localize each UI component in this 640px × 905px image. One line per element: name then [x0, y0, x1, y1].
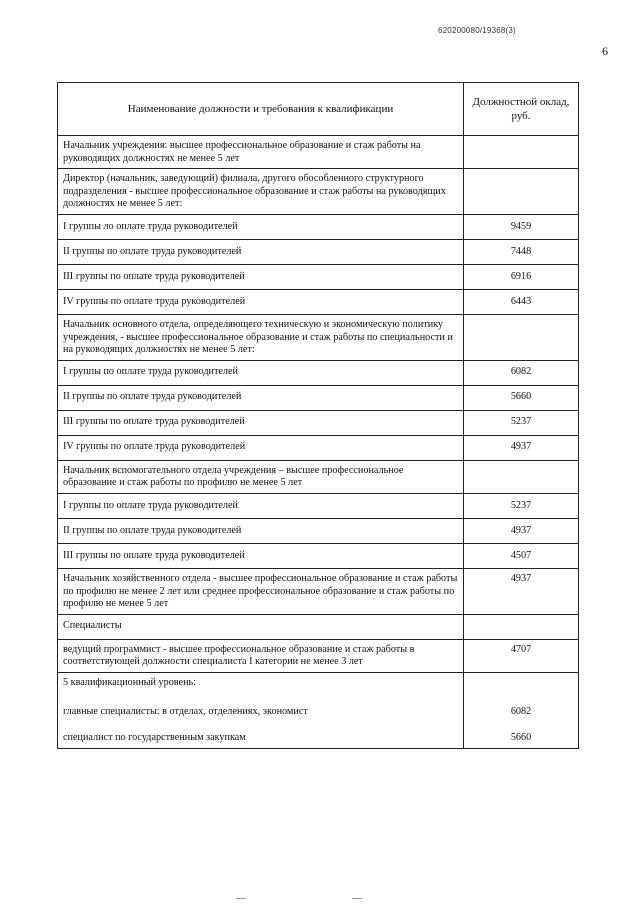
- row-salary: 5660: [464, 385, 579, 410]
- row-salary-group: [464, 672, 579, 748]
- table-row: [58, 214, 579, 239]
- row-salary: 5237: [464, 410, 579, 435]
- table-row: [58, 289, 579, 314]
- row-salary: 4937: [464, 518, 579, 543]
- table-row: [58, 360, 579, 385]
- row-text: Начальник вспомогательного отдела учреждения – высшее профессиональное образование и стаж работы по профилю не менее 5 лет: [58, 460, 464, 493]
- row-text: I группы по оплате труда руководителей: [58, 493, 464, 518]
- table-row: [58, 672, 579, 748]
- table-row: [58, 239, 579, 264]
- chief-specialists-salary: 6082: [510, 705, 532, 717]
- row-text: ведущий программист - высшее профессиональное образование и стаж работы в соответствующей должности специалиста I категории не менее 3 лет: [58, 639, 464, 672]
- qualification-level-label: 5 квалификационный уровень:: [63, 676, 197, 688]
- row-text: I группы по оплате труда руководителей: [58, 360, 464, 385]
- row-text: Директор (начальник, заведующий) филиала, другого обособленного структурного подразделения - высшее профессиональное образование и стаж работы на руководящих должностях не менее 5 лет:: [58, 169, 464, 215]
- table-row: [58, 568, 579, 614]
- row-salary: 4507: [464, 543, 579, 568]
- row-salary: [464, 614, 579, 639]
- row-salary: 7448: [464, 239, 579, 264]
- table-row: [58, 518, 579, 543]
- table-row: [58, 169, 579, 215]
- table-row: [58, 385, 579, 410]
- row-text: Начальник основного отдела, определяющего техническую и экономическую политику учреждения, - высшее профессиональное образование и стаж работы по специальности и на руководящих должностях не менее 5 лет:: [58, 314, 464, 360]
- table-row: [58, 264, 579, 289]
- table-row: [58, 435, 579, 460]
- row-text: III группы по оплате труда руководителей: [58, 264, 464, 289]
- row-salary: 6443: [464, 289, 579, 314]
- table-row: [58, 136, 579, 169]
- table-row: [58, 314, 579, 360]
- row-salary: [464, 314, 579, 360]
- table-row: [58, 614, 579, 639]
- header-position-name: Наименование должности и требования к квалификации: [58, 83, 464, 136]
- qualification-salary-table: [57, 82, 579, 749]
- row-text: I группы ло оплате труда руководителей: [58, 214, 464, 239]
- row-text: Специалисты: [58, 614, 464, 639]
- procurement-specialist-salary: 5660: [510, 732, 532, 744]
- row-text: III группы по оплате труда руководителей: [58, 410, 464, 435]
- chief-specialists-label: главные специалисты: в отделах, отделениях, экономист: [63, 705, 308, 717]
- row-salary: [464, 169, 579, 215]
- row-text: Начальник учреждения: высшее профессиональное образование и стаж работы на руководящих должностях не менее 5 лет: [58, 136, 464, 169]
- page-number: 6: [602, 44, 608, 58]
- table-row: [58, 639, 579, 672]
- row-text: II группы по оплате труда руководителей: [58, 385, 464, 410]
- scan-mark: [352, 898, 362, 899]
- row-salary: 6082: [464, 360, 579, 385]
- row-salary: [464, 136, 579, 169]
- table-row: [58, 460, 579, 493]
- row-salary: [464, 460, 579, 493]
- scan-mark: [236, 898, 246, 899]
- header-salary: Должностной оклад, руб.: [464, 83, 579, 136]
- row-salary: 4937: [464, 435, 579, 460]
- scan-edge-marks: [0, 898, 640, 902]
- row-salary: 4707: [464, 639, 579, 672]
- row-text: II группы по оплате труда руководителей: [58, 518, 464, 543]
- row-salary: 9459: [464, 214, 579, 239]
- row-salary: 5237: [464, 493, 579, 518]
- table-row: [58, 410, 579, 435]
- document-registration-code: 620200080/19368(3): [438, 26, 516, 35]
- row-salary: 4937: [464, 568, 579, 614]
- table-header-row: [58, 83, 579, 136]
- row-text: Начальник хозяйственного отдела - высшее профессиональное образование и стаж работы по профилю не менее 2 лет или среднее профессиональное образование и стаж работы по профилю не менее 5 лет: [58, 568, 464, 614]
- row-salary: 6916: [464, 264, 579, 289]
- table-row: [58, 493, 579, 518]
- row-text: III группы по оплате труда руководителей: [58, 543, 464, 568]
- row-text: II группы по оплате труда руководителей: [58, 239, 464, 264]
- table-row: [58, 543, 579, 568]
- procurement-specialist-label: специалист по государственным закупкам: [63, 732, 246, 744]
- row-text: IV группы по оплате труда руководителей: [58, 435, 464, 460]
- row-text: IV группы по оплате труда руководителей: [58, 289, 464, 314]
- row-text-group: [58, 672, 464, 748]
